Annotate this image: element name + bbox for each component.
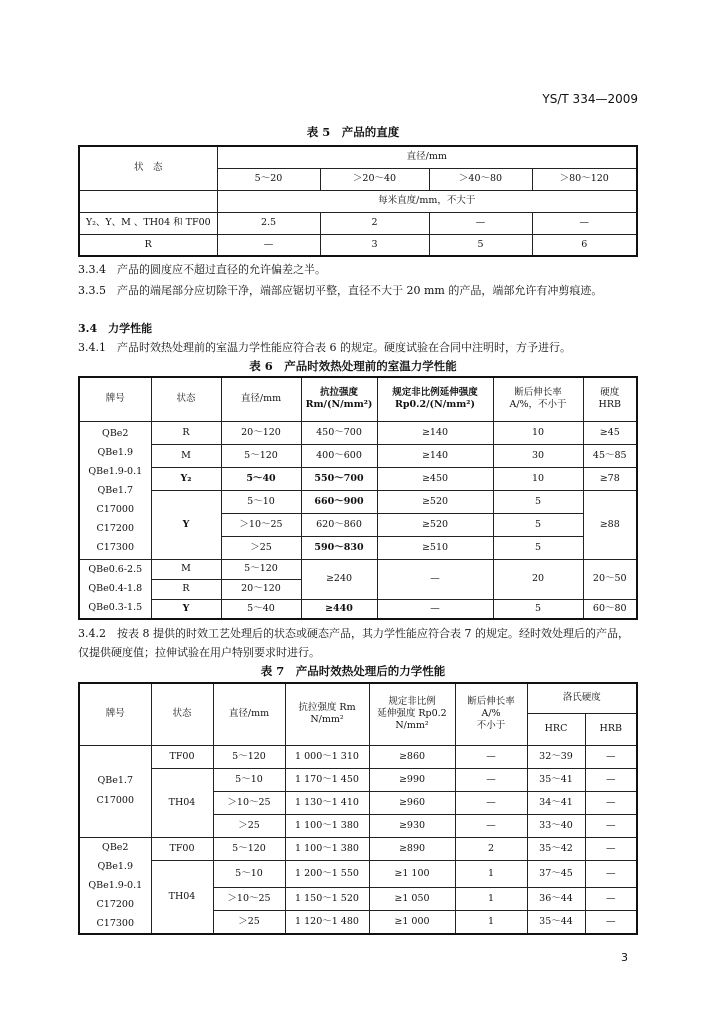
table-row: M 5～120 400～600 ≥140 30 45～85 — [79, 444, 637, 467]
table-row: TH04 5～10 1 170～1 450 ≥990 — 35～41 — — [79, 768, 637, 791]
table6-elong-header: 断后伸长率 A/%，不小于 — [493, 377, 583, 421]
table-row: QBe1.7 C17000 TF00 5～120 1 000～1 310 ≥860 — 32～39 — — [79, 745, 637, 768]
table7 — [78, 682, 638, 935]
table5-cell: — — [429, 212, 532, 234]
table-row: ＞25 1 120～1 480 ≥1 000 1 35～44 — — [79, 911, 637, 934]
table-row: QBe2 QBe1.9 QBe1.9-0.1 C17200 C17300 TF00 5～120 1 100～1 380 ≥890 2 35～42 — — [79, 837, 637, 860]
table5 — [78, 145, 638, 257]
table7-hrb-header: HRB — [585, 713, 637, 745]
table-row: Y₂ 5～40 550～700 ≥450 10 ≥78 — [79, 467, 637, 490]
table7-state-header: 状态 — [151, 683, 213, 745]
table5-cell: 2 — [320, 212, 429, 234]
standard-number: YS/T 334—2009 — [542, 92, 638, 106]
clause-3-3-5: 3.3.5 产品的端尾部分应切除干净，端部应锯切平整，直径不大于 20 mm 的产品，端部允许有冲剪痕迹。 — [78, 284, 603, 297]
table5-cell: 5 — [429, 234, 532, 256]
table5-cell: 3 — [320, 234, 429, 256]
table7-group1-grades: QBe1.7 C17000 — [79, 745, 151, 837]
table6-caption: 表 6 产品时效热处理前的室温力学性能 — [249, 359, 457, 373]
table7-tensile-header: 抗拉强度 Rm N/mm² — [285, 683, 369, 745]
table6-hard-header: 硬度 HRB — [583, 377, 637, 421]
table-row: ＞25 1 100～1 380 ≥930 — 33～40 — — [79, 814, 637, 837]
table7-hrc-header: HRC — [527, 713, 585, 745]
table5-col: ＞40～80 — [429, 168, 532, 190]
clause-3-4-1: 3.4.1 产品时效热处理前的室温力学性能应符合表 6 的规定。硬度试验在合同中注明时，方予进行。 — [78, 341, 571, 354]
table7-yield-header: 规定非比例 延伸强度 Rp0.2 N/mm² — [369, 683, 455, 745]
table7-rockwell-header: 洛氏硬度 — [527, 683, 637, 713]
table-row: Y 5～40 ≥440 — 5 60～80 — [79, 599, 637, 619]
clause-3-4-2: 3.4.2 按表 8 提供的时效工艺处理后的状态或硬态产品，其力学性能应符合表 7 的规定。经时效处理后的产品，仅提供硬度值；拉伸试验在用户特别要求时进行。 — [78, 627, 629, 659]
table6-yield-header: 规定非比例延伸强度 Rp0.2/(N/mm²) — [377, 377, 493, 421]
table-row — [79, 234, 637, 256]
table-row: QBe2 QBe1.9 QBe1.9-0.1 QBe1.7 C17000 C17200 C17300 R 20～120 450～700 ≥140 10 ≥45 — [79, 421, 637, 444]
table5-col: ＞20～40 — [320, 168, 429, 190]
table5-col: 5～20 — [217, 168, 320, 190]
table-row: ＞10～25 1 130～1 410 ≥960 — 34～41 — — [79, 791, 637, 814]
table5-state-header: 状 态 — [79, 146, 217, 190]
table-row: TH04 5～10 1 200～1 550 ≥1 100 1 37～45 — — [79, 860, 637, 888]
table-row: R 20～120 — [79, 579, 637, 599]
table-row: ＞25 590～830 ≥510 5 — [79, 536, 637, 559]
section-3-4-heading: 3.4 力学性能 — [78, 322, 153, 335]
table-row — [79, 212, 637, 234]
table5-col: ＞80～120 — [532, 168, 637, 190]
table6-tensile-header: 抗拉强度 Rm/(N/mm²) — [301, 377, 377, 421]
table5-caption: 表 5 产品的直度 — [306, 125, 400, 139]
table6-group2-grades: QBe0.6-2.5 QBe0.4-1.8 QBe0.3-1.5 — [79, 559, 151, 619]
table7-group2-grades: QBe2 QBe1.9 QBe1.9-0.1 C17200 C17300 — [79, 837, 151, 934]
table6-dia-header: 直径/mm — [221, 377, 301, 421]
table-row: ＞10～25 1 150～1 520 ≥1 050 1 36～44 — — [79, 888, 637, 911]
table5-cell: — — [217, 234, 320, 256]
table5-cell: 6 — [532, 234, 637, 256]
table6-group1-grades: QBe2 QBe1.9 QBe1.9-0.1 QBe1.7 C17000 C17200 C17300 — [79, 421, 151, 559]
table6-state-header: 状态 — [151, 377, 221, 421]
table5-cell: 2.5 — [217, 212, 320, 234]
table7-grade-header: 牌号 — [79, 683, 151, 745]
table-row: ＞10～25 620～860 ≥520 5 — [79, 513, 637, 536]
table5-state: Y₂、Y、M 、TH04 和 TF00 — [79, 212, 217, 234]
table7-elong-header: 断后伸长率 A/% 不小于 — [455, 683, 527, 745]
table5-cell: — — [532, 212, 637, 234]
clause-3-3-4: 3.3.4 产品的圆度应不超过直径的允许偏差之半。 — [78, 263, 326, 276]
table5-subheader: 每米直度/mm，不大于 — [217, 190, 637, 212]
table-row: QBe0.6-2.5 QBe0.4-1.8 QBe0.3-1.5 M 5～120 ≥240 — 20 20～50 — [79, 559, 637, 579]
table6 — [78, 376, 638, 620]
table5-state: R — [79, 234, 217, 256]
table-row: Y 5～10 660～900 ≥520 5 ≥88 — [79, 490, 637, 513]
table5-dia-header: 直径/mm — [217, 146, 637, 168]
table6-grade-header: 牌号 — [79, 377, 151, 421]
table7-caption: 表 7 产品时效热处理后的力学性能 — [260, 664, 446, 678]
page-number: 3 — [621, 951, 628, 964]
table7-dia-header: 直径/mm — [213, 683, 285, 745]
